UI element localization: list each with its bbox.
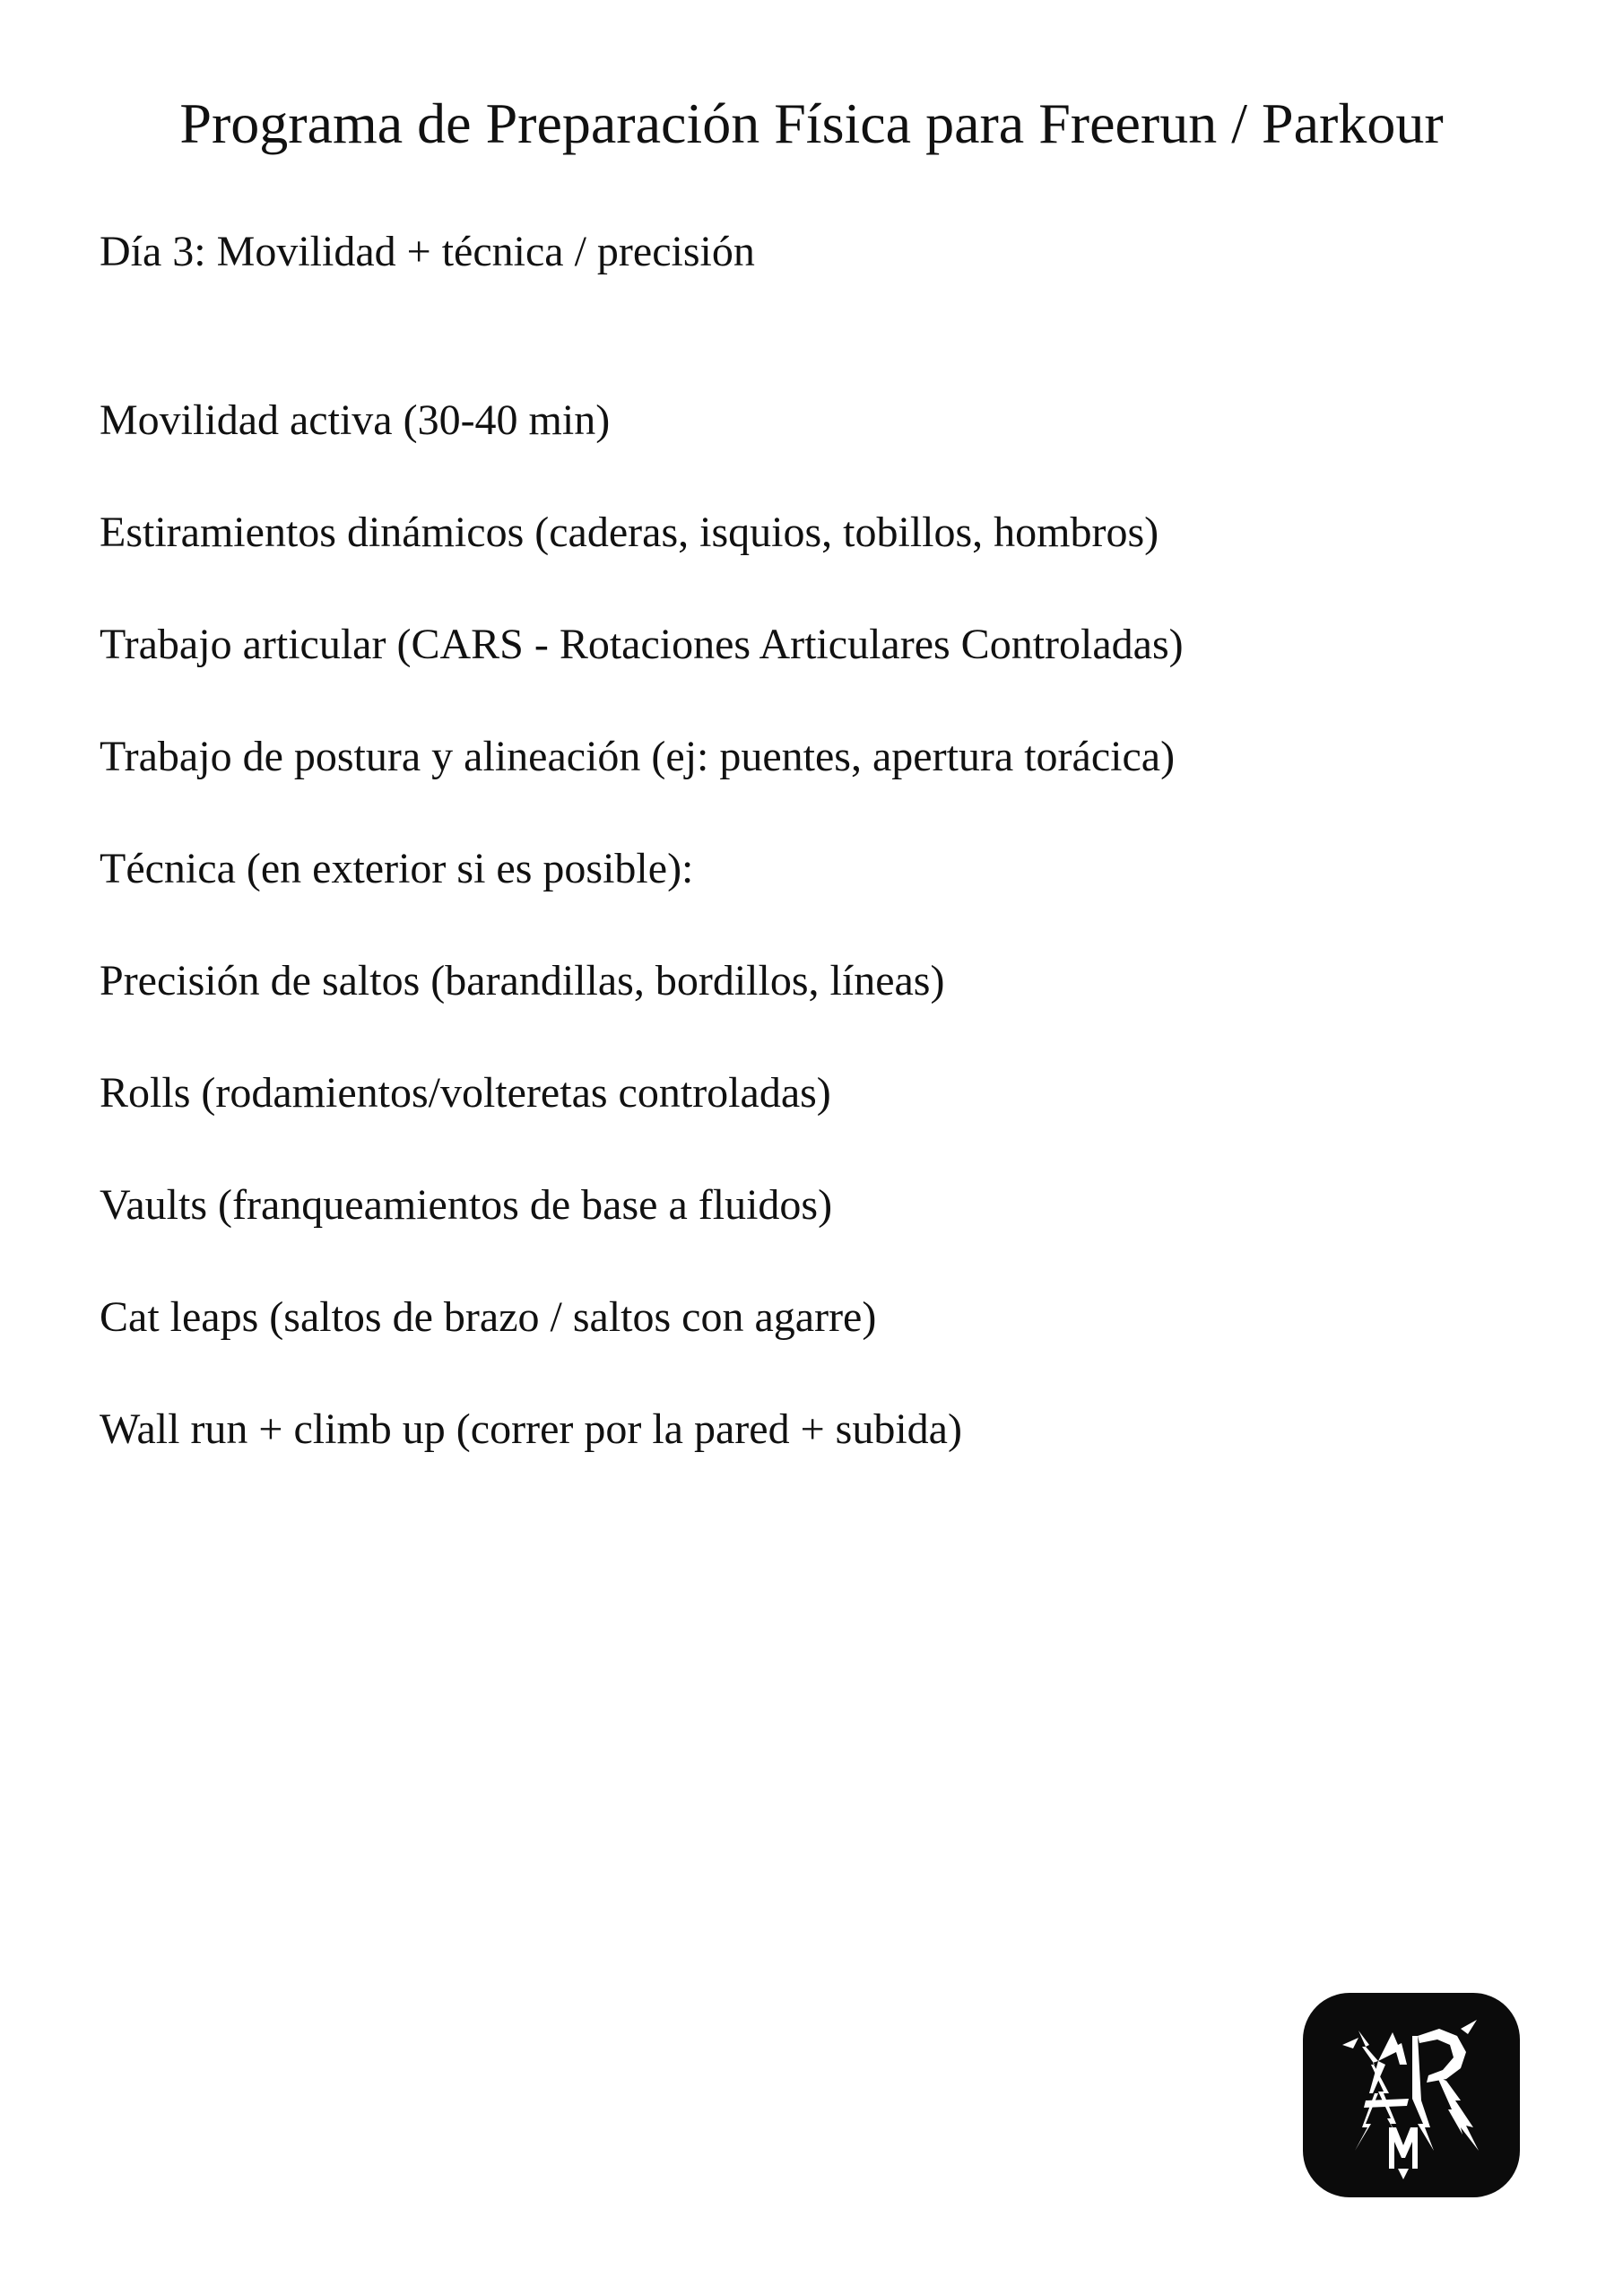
list-item: Vaults (franqueamientos de base a fluidos) xyxy=(100,1181,833,1229)
list-item: Técnica (en exterior si es posible): xyxy=(100,845,694,892)
ar-monogram-logo-icon xyxy=(1303,1993,1520,2197)
page-title: Programa de Preparación Física para Freerun / Parkour xyxy=(179,91,1444,155)
list-item: Estiramientos dinámicos (caderas, isquios, tobillos, hombros) xyxy=(100,509,1159,556)
ar-logo-graphic xyxy=(1303,1993,1520,2197)
exercise-list xyxy=(100,395,1489,1516)
day-heading: Día 3: Movilidad + técnica / precisión xyxy=(100,228,755,275)
list-item: Movilidad activa (30-40 min) xyxy=(100,396,611,444)
list-item: Trabajo de postura y alineación (ej: puentes, apertura torácica) xyxy=(100,733,1176,780)
list-item: Precisión de saltos (barandillas, bordillos, líneas) xyxy=(100,957,945,1004)
list-item: Wall run + climb up (correr por la pared + subida) xyxy=(100,1405,962,1453)
list-item: Cat leaps (saltos de brazo / saltos con agarre) xyxy=(100,1293,877,1341)
list-item: Trabajo articular (CARS - Rotaciones Articulares Controladas) xyxy=(100,621,1184,668)
list-item: Rolls (rodamientos/volteretas controladas) xyxy=(100,1069,831,1117)
